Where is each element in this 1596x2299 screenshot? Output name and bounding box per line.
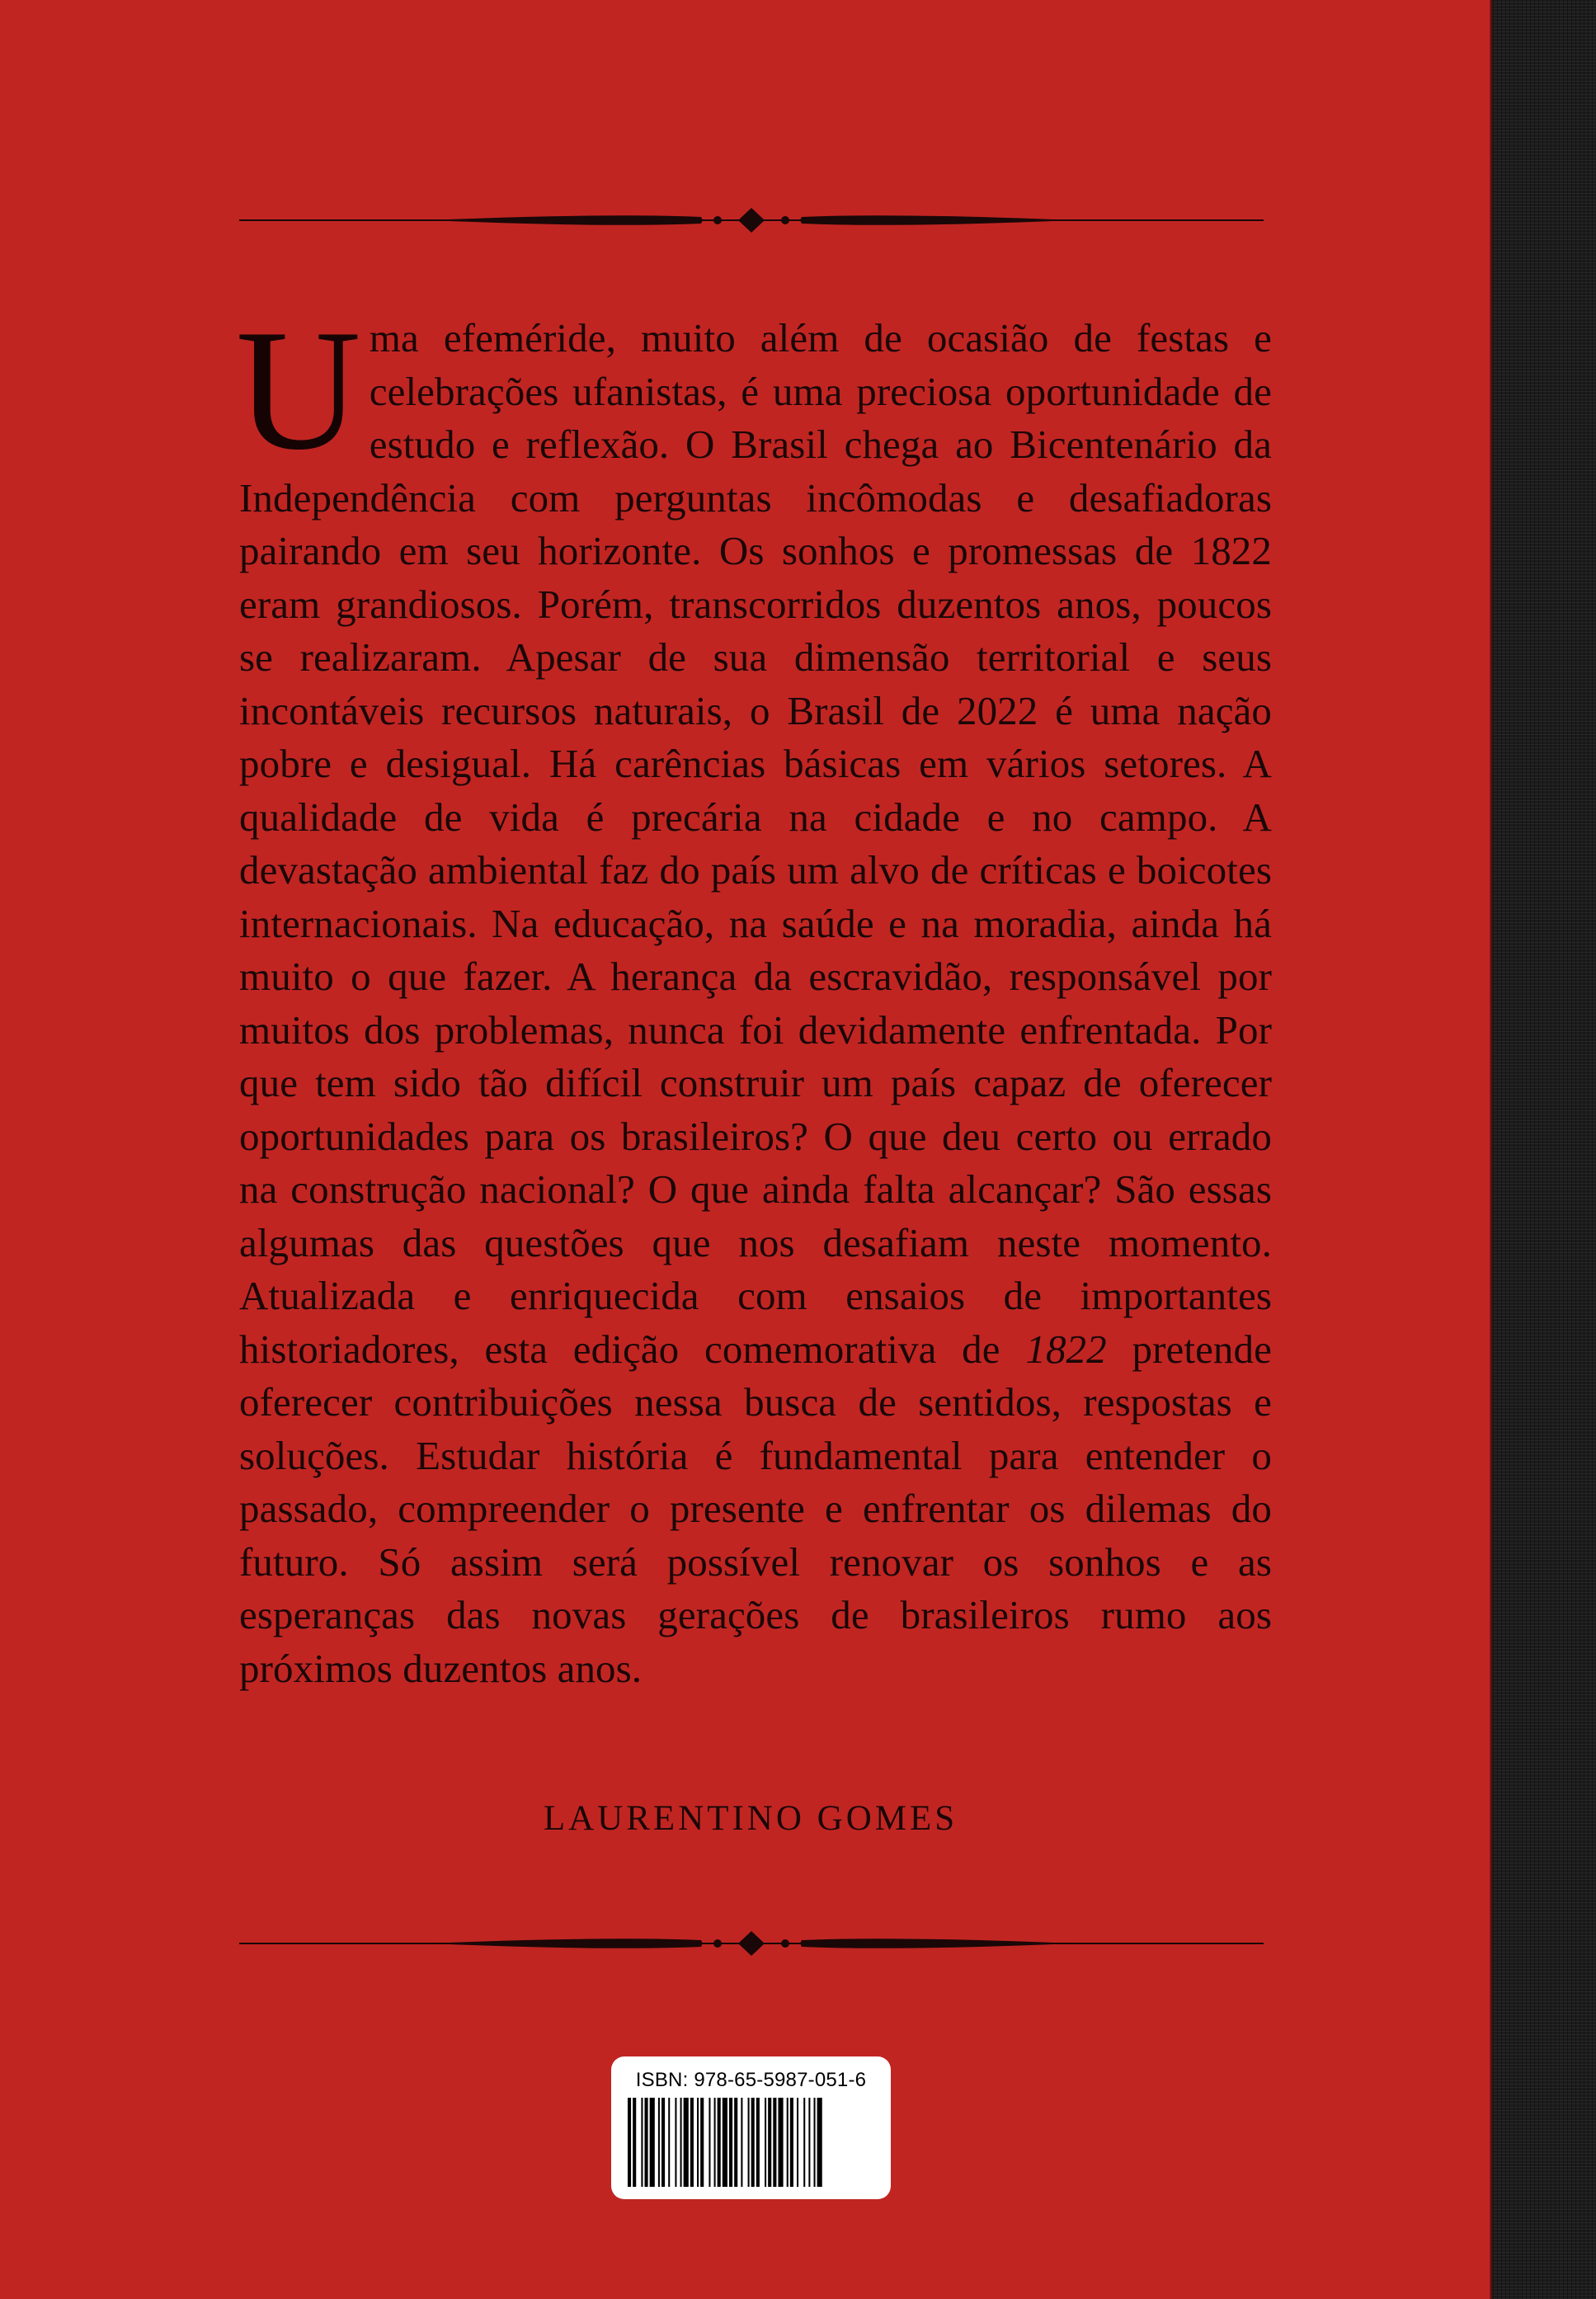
barcode-bar [645, 2098, 648, 2187]
top-ornament-divider [239, 204, 1264, 237]
barcode-bar [661, 2098, 665, 2187]
barcode-bar [714, 2098, 716, 2187]
barcode-bar [765, 2098, 766, 2187]
book-spine [1493, 0, 1596, 2299]
barcode-bar [650, 2098, 655, 2187]
author-name: LAURENTINO GOMES [543, 1799, 958, 1838]
barcode-bar [751, 2098, 755, 2187]
bottom-ornament-divider [239, 1927, 1264, 1960]
barcode-bar [778, 2098, 783, 2187]
barcode-bar [709, 2098, 710, 2187]
barcode-bar [768, 2098, 771, 2187]
barcode-bar [808, 2098, 810, 2187]
barcode-bar [690, 2098, 694, 2187]
isbn-number: ISBN: 978-65-5987-051-6 [635, 2069, 867, 2091]
barcode-bar [756, 2098, 760, 2187]
barcode-bar [734, 2098, 737, 2187]
isbn-barcode-box [611, 2056, 891, 2199]
blurb-text-part-2: pretende oferecer contribuições nessa busca de sentidos, respostas e soluções. Estudar história é fundamental para entender o passado, compreender o presente e enfrentar os dilemas do futuro. Só assim será possível renovar os sonhos e as esperanças das novas gerações de brasileiros rumo aos próximos duzentos anos. [239, 1326, 1272, 1691]
barcode-bar [658, 2098, 660, 2187]
barcode-bar [680, 2098, 682, 2187]
barcode-bar [803, 2098, 805, 2187]
barcode-bar [633, 2098, 636, 2187]
barcode-bar [668, 2098, 670, 2187]
barcode-bar [718, 2098, 721, 2187]
barcode-bar [700, 2098, 704, 2187]
barcode-bar [773, 2098, 776, 2187]
back-cover-blurb [236, 294, 1272, 1695]
barcode-bar [741, 2098, 742, 2187]
barcode-bar [723, 2098, 727, 2187]
barcode-bar [797, 2098, 798, 2187]
barcode-bar [675, 2098, 676, 2187]
ornament-bottom-svg [239, 1927, 1264, 1960]
barcode-bar [748, 2098, 750, 2187]
barcode-graphic [626, 2098, 876, 2187]
barcode-bar [697, 2098, 699, 2187]
ornament-top-svg [239, 204, 1264, 237]
barcode-bar [790, 2098, 793, 2187]
barcode-bar [684, 2098, 689, 2187]
blurb-text-part-1: ma efeméride, muito além de ocasião de festas e celebrações ufanistas, é uma preciosa oportunidade de estudo e reflexão. O Brasil chega ao Bicentenário da Independência com perguntas incômodas e desafiadoras pairando em seu horizonte. Os sonhos e promessas de 1822 eram grandiosos. Porém, transcorridos duzentos anos, poucos se realizaram. Apesar de sua dimensão territorial e seus incontáveis recursos naturais, o Brasil de 2022 é uma nação pobre e desigual. Há carências básicas em vários setores. A qualidade de vida é precária na cidade e no campo. A devastação ambiental faz do país um alvo de críticas e boicotes internacionais. Na educação, na saúde e na moradia, ainda há muito o que fazer. A herança da escravidão, responsável por muitos dos problemas, nunca foi devidamente enfrentada. Por que tem sido tão difícil construir um país capaz de oferecer oportunidades para os brasileiros? O que deu certo ou errado na construção nacional? O que ainda falta alcançar? São essas algumas das questões que nos desafiam neste momento. Atualizada e enriquecida com ensaios de importantes historiadores, esta edição comemorativa de [239, 315, 1272, 1372]
barcode-bar [641, 2098, 643, 2187]
barcode-bar [729, 2098, 732, 2187]
barcode-bar [814, 2098, 816, 2187]
book-title-italic: 1822 [1025, 1326, 1107, 1372]
barcode-bar [817, 2098, 822, 2187]
barcode-bar [787, 2098, 789, 2187]
drop-cap-letter: U [236, 294, 361, 486]
barcode-bar [628, 2098, 631, 2187]
